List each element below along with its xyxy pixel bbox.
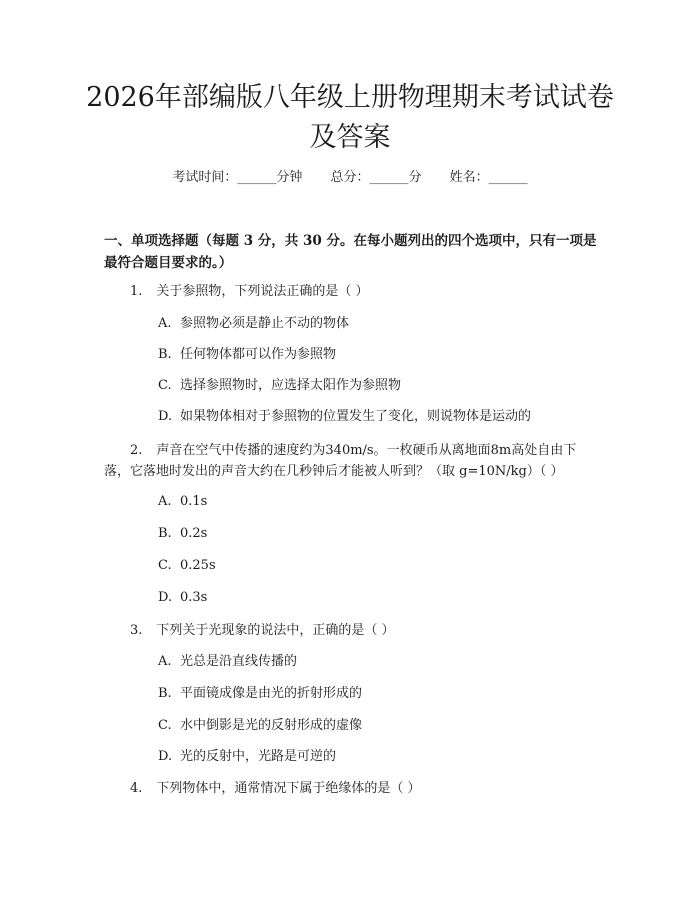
option-3c: C. 水中倒影是光的反射形成的虚像: [158, 718, 363, 733]
question-text: 下列关于光现象的说法中，正确的是（ ）: [156, 623, 395, 638]
option-2c: C. 0.25s: [158, 558, 216, 573]
option-1b: B. 任何物体都可以作为参照物: [158, 347, 337, 362]
question-text: 下列物体中，通常情况下属于绝缘体的是（ ）: [156, 781, 421, 796]
question-number: 1.: [130, 284, 143, 299]
document-title: 2026年部编版八年级上册物理期末考试试卷及答案: [86, 82, 614, 153]
question-text: 声音在空气中传播的速度约为340m/s。一枚硬币从离地面8m高处自由下落，它落地时发出的声音大约在几秒钟后才能被人听到？（取 g=10N/kg）（ ）: [104, 443, 577, 479]
exam-meta: [0, 168, 700, 188]
name-blank: ______: [488, 170, 528, 185]
option-1d: D. 如果物体相对于参照物的位置发生了变化，则说物体是运动的: [158, 409, 532, 424]
option-1c: C. 选择参照物时，应选择太阳作为参照物: [158, 378, 402, 393]
score-blank: ______: [369, 170, 409, 185]
question-number: 4.: [130, 781, 143, 796]
question-1: [104, 281, 596, 302]
question-4: [104, 778, 596, 799]
exam-score: 总分：______分: [330, 170, 422, 185]
section-heading: 一、单项选择题（每题 3 分，共 30 分。在每小题列出的四个选项中，只有一项是最符合题目要求的。）: [104, 233, 597, 271]
option-2d: D. 0.3s: [158, 590, 208, 605]
option-3b: B. 平面镜成像是由光的折射形成的: [158, 686, 363, 701]
option-3d: D. 光的反射中，光路是可逆的: [158, 749, 337, 764]
question-2: [104, 440, 596, 482]
question-number: 3.: [130, 623, 143, 638]
student-name: 姓名：______: [449, 170, 528, 185]
time-blank: ______: [237, 170, 277, 185]
question-text: 关于参照物，下列说法正确的是（ ）: [156, 284, 369, 299]
exam-time: 考试时间：______分钟: [172, 170, 303, 185]
option-2b: B. 0.2s: [158, 526, 208, 541]
option-3a: A. 光总是沿直线传播的: [158, 654, 298, 669]
question-3: [104, 620, 596, 641]
option-2a: A. 0.1s: [158, 494, 208, 509]
question-number: 2.: [130, 443, 143, 458]
option-1a: A. 参照物必须是静止不动的物体: [158, 316, 350, 331]
